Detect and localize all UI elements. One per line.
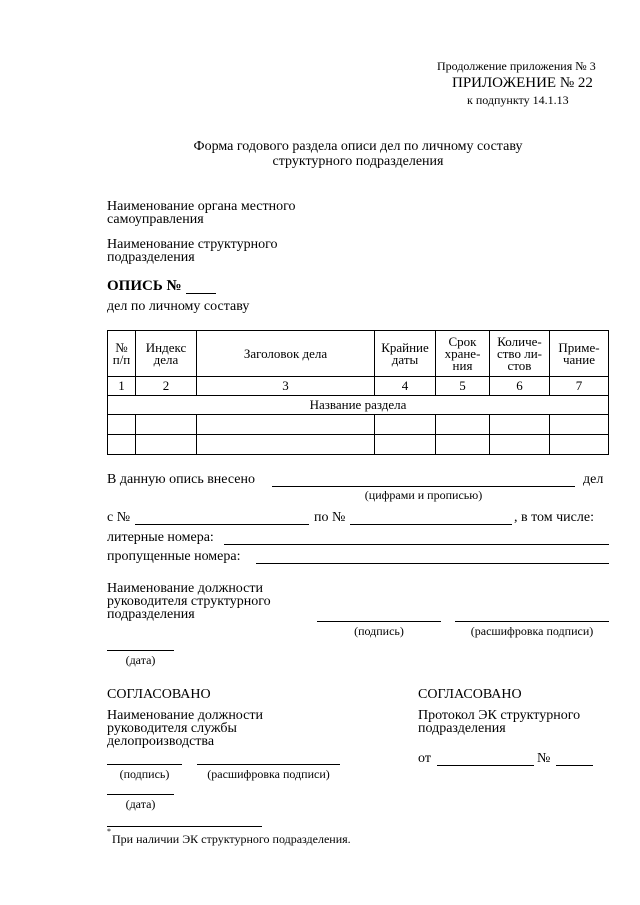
protocol-date-label: от [418, 751, 431, 766]
column-number: 7 [550, 377, 609, 396]
column-number: 5 [436, 377, 490, 396]
head-date-line [107, 650, 174, 651]
column-number: 4 [375, 377, 436, 396]
from-number-line [135, 524, 309, 525]
agreed-left-line1: Наименование должности [107, 708, 263, 723]
agreed-left-signature-caption: (подпись) [119, 767, 170, 781]
opis-table [107, 330, 609, 455]
agreed-left-date-line [107, 794, 174, 795]
table-cell [197, 435, 375, 455]
column-number: 1 [108, 377, 136, 396]
header-cell-dates: Крайние даты [375, 331, 436, 377]
letter-numbers-label: литерные номера: [107, 530, 214, 545]
header-cell-notes: Приме- чание [550, 331, 609, 377]
missing-numbers-line [256, 563, 609, 564]
footnote-mark: * [107, 827, 111, 836]
table-cell [108, 415, 136, 435]
table-row [108, 415, 609, 435]
org-name-line1: Наименование органа местного [107, 199, 296, 214]
section-name: Название раздела [108, 396, 609, 415]
agreed-left-decoding-caption: (расшифровка подписи) [207, 767, 330, 781]
section-row [108, 396, 609, 415]
head-signature-line [317, 621, 441, 622]
opis-number-line [186, 293, 216, 294]
agreed-right-line1: Протокол ЭК структурного [418, 708, 581, 723]
head-position-line1: Наименование должности [107, 581, 263, 596]
column-number: 3 [197, 377, 375, 396]
continuation-note: Продолжение приложения № 3 [437, 59, 596, 73]
included-caption: (цифрами и прописью) [364, 488, 483, 502]
table-cell [136, 435, 197, 455]
missing-numbers-label: пропущенные номера: [107, 549, 241, 564]
head-position-line3: подразделения [107, 607, 195, 622]
table-cell [436, 435, 490, 455]
appendix-title: ПРИЛОЖЕНИЕ № 22 [452, 75, 593, 91]
table-cell [436, 415, 490, 435]
opis-subtitle: дел по личному составу [107, 299, 250, 314]
agreed-left-line2: руководителя службы [107, 721, 237, 736]
head-position-line2: руководителя структурного [107, 594, 271, 609]
table-cell [375, 415, 436, 435]
opis-title: ОПИСЬ № [107, 278, 182, 294]
included-suffix: дел [583, 472, 604, 487]
from-number-label: с № [107, 510, 131, 525]
agreed-left-title: СОГЛАСОВАНО [107, 687, 211, 702]
column-number: 6 [490, 377, 550, 396]
head-date-caption: (дата) [125, 653, 156, 667]
unit-name-line1: Наименование структурного [107, 237, 278, 252]
table-cell [375, 435, 436, 455]
included-count-line [272, 486, 575, 487]
agreed-left-signature-line [107, 764, 182, 765]
agreed-right-line2: подразделения [418, 721, 506, 736]
footnote-separator [107, 826, 262, 827]
form-title-line2: структурного подразделения [272, 154, 444, 169]
agreed-left-line3: делопроизводства [107, 734, 215, 749]
footnote-text: При наличии ЭК структурного подразделения. [112, 832, 351, 846]
table-cell [136, 415, 197, 435]
header-cell-index: Индекс дела [136, 331, 197, 377]
table-cell [550, 415, 609, 435]
including-label: , в том числе: [514, 510, 594, 525]
head-decoding-line [455, 621, 609, 622]
table-header-row [108, 331, 609, 377]
header-cell-number: № п/п [108, 331, 136, 377]
agreed-right-title: СОГЛАСОВАНО [418, 687, 522, 702]
form-title-line1: Форма годового раздела описи дел по личному составу [193, 139, 523, 154]
column-number: 2 [136, 377, 197, 396]
letter-numbers-line [224, 544, 609, 545]
protocol-number-line [556, 765, 593, 766]
table-cell [108, 435, 136, 455]
agreed-left-decoding-line [197, 764, 340, 765]
table-cell [490, 435, 550, 455]
table-number-row [108, 377, 609, 396]
org-name-line2: самоуправления [107, 212, 204, 227]
head-decoding-caption: (расшифровка подписи) [470, 624, 594, 638]
to-number-line [350, 524, 512, 525]
table-row [108, 435, 609, 455]
protocol-number-label: № [537, 751, 551, 766]
header-cell-storage: Срок хране- ния [436, 331, 490, 377]
agreed-left-date-caption: (дата) [125, 797, 156, 811]
header-cell-sheets: Количе- ство ли- стов [490, 331, 550, 377]
appendix-subpoint: к подпункту 14.1.13 [467, 93, 569, 107]
head-signature-caption: (подпись) [354, 624, 404, 638]
table-cell [490, 415, 550, 435]
header-cell-title: Заголовок дела [197, 331, 375, 377]
unit-name-line2: подразделения [107, 250, 195, 265]
included-label: В данную опись внесено [107, 472, 255, 487]
to-number-label: по № [314, 510, 346, 525]
table-cell [550, 435, 609, 455]
protocol-date-line [437, 765, 534, 766]
table-cell [197, 415, 375, 435]
